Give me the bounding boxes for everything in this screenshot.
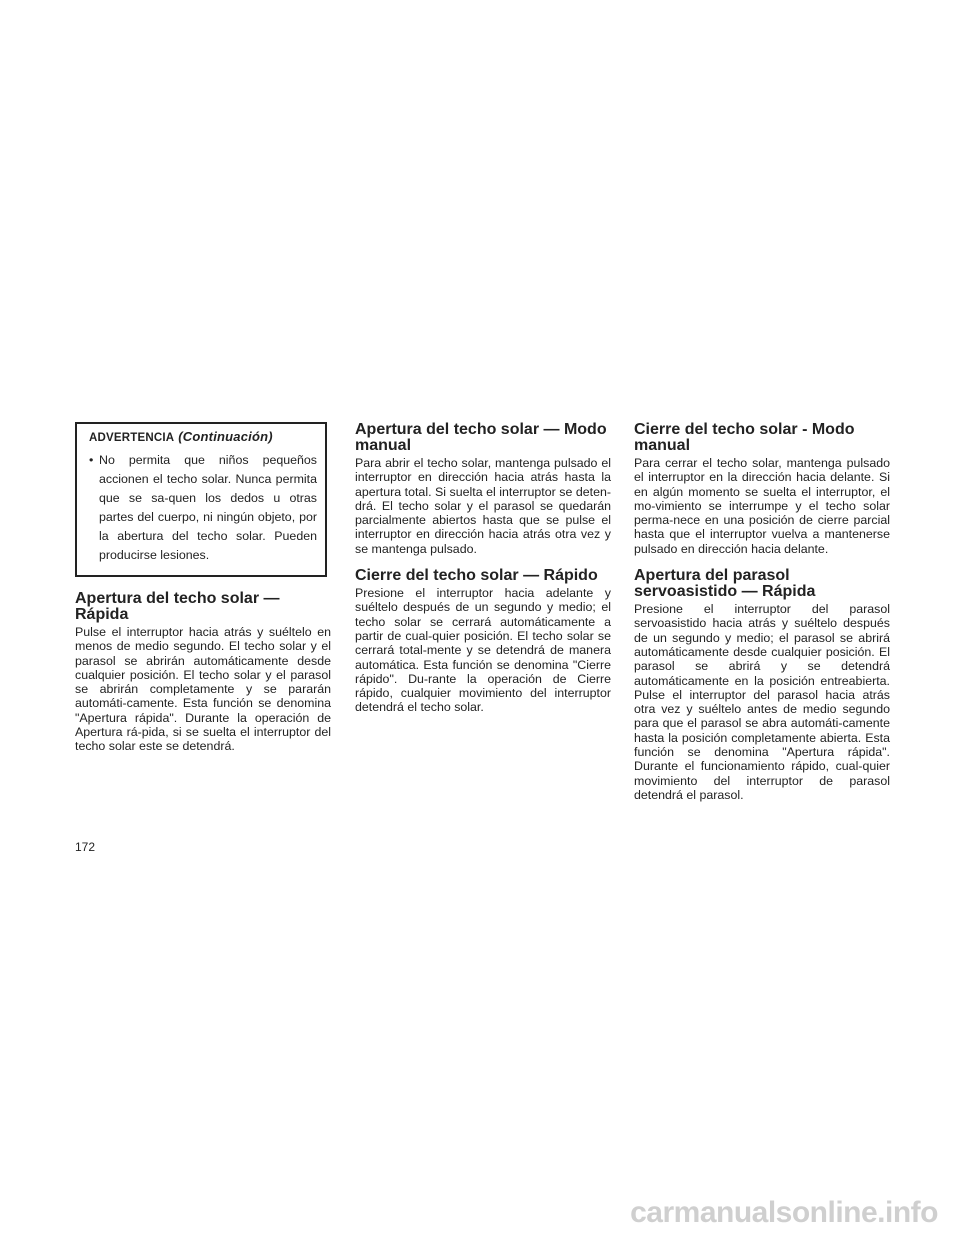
bullet-icon: •: [89, 453, 94, 467]
column-right: [634, 422, 890, 814]
warning-item-text: No permita que niños pequeños accionen el techo solar. Nunca permita que se sa-quen los dedos u otras partes del cuerpo, ni ningún objeto, por la abertura del techo solar. Pueden producirse lesiones.: [99, 453, 317, 562]
section-title-apertura-manual: Apertura del techo solar — Modo manual: [355, 421, 607, 454]
section-title-apertura-rapida: Apertura del techo solar — Rápida: [75, 590, 280, 623]
section-body-cierre-manual: Para cerrar el techo solar, mantenga pulsado el interruptor en la dirección hacia delante. Si en algún momento se suelta el interruptor, el mo-vimiento se interrumpe y el techo solar perma-nece en una posición de cierre parcial hasta que el interruptor vuelva a mantenerse pulsado en dirección hacia delante.: [634, 456, 890, 556]
warning-title: ADVERTENCIA: [89, 432, 175, 444]
warning-box: [75, 422, 327, 577]
warning-continuation: (Continuación): [178, 429, 273, 444]
page-number: 172: [75, 840, 96, 854]
section-title-cierre-manual: Cierre del techo solar - Modo manual: [634, 421, 855, 454]
section-body-cierre-rapido: Presione el interruptor hacia adelante y suéltelo después de un segundo y medio; el techo solar se cerrará automáticamente a partir de cual-quier posición. El techo solar se cerrará total-mente y se detendrá de manera automática. Esta función se denomina "Cierre rápido". Du-rante la operación de Cierre rápido, cualquier movimiento del interruptor detendrá el techo solar.: [355, 586, 611, 715]
warning-header: [89, 429, 317, 444]
watermark-logo: carmanualsonline.info: [630, 1196, 938, 1229]
section-body-apertura-manual: Para abrir el techo solar, mantenga pulsado el interruptor en dirección hacia atrás hasta la apertura total. Si suelta el interruptor se deten-drá. El techo solar y el parasol se quedarán parcialmente abiertos hasta que se pulse el interruptor en dirección hacia atrás otra vez y se mantenga pulsado.: [355, 456, 611, 556]
section-body-apertura-rapida: Pulse el interruptor hacia atrás y suéltelo en menos de medio segundo. El techo solar y el parasol se abrirán automáticamente desde cualquier posición. El techo solar y el parasol se abrirán completamente y se pararán automáti-camente. Esta función se denomina "Apertura rápida". Durante la operación de Apertura rá-pida, si se suelta el interruptor del techo solar este se detendrá.: [75, 625, 331, 754]
column-middle: [355, 422, 611, 727]
warning-item: [89, 451, 317, 565]
section-title-parasol-rapida: Apertura del parasol servoasistido — Rápida: [634, 567, 816, 601]
section-body-parasol-rapida: Presione el interruptor del parasol servoasistido hacia atrás y suéltelo después de un segundo y medio; el parasol se abrirá automáticamente desde cualquier posición. El parasol se abrirá y se detendrá automáticamente en la posición entreabierta. Pulse el interruptor del parasol hacia atrás otra vez y suéltelo antes de medio segundo para que el parasol se abra automáti-camente hasta la posición completamente abierta. Esta función se denomina "Apertura rápida". Durante el funcionamiento rápido, cual-quier movimiento del interruptor de parasol detendrá el parasol.: [634, 602, 890, 802]
column-left: [75, 422, 331, 766]
section-title-cierre-rapido: Cierre del techo solar — Rápido: [355, 567, 598, 585]
